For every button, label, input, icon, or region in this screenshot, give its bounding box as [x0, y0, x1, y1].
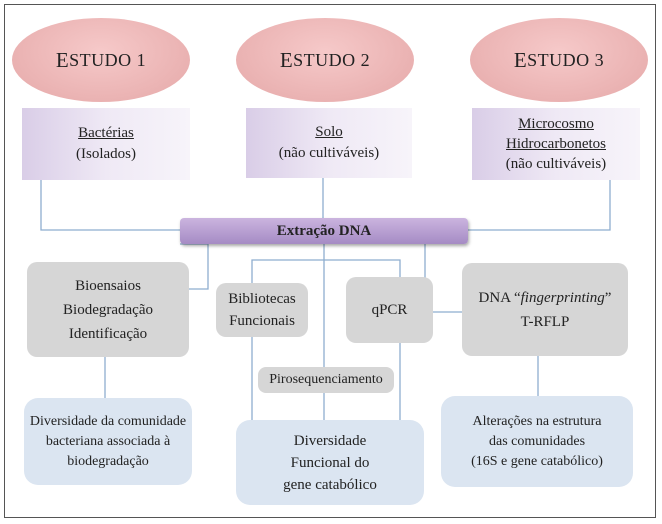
pirosequenciamento-label: Pirosequenciamento: [269, 372, 383, 387]
fingerprinting-label: [479, 286, 612, 310]
estudo-3-sample-detail: Hidrocarbonetos: [506, 136, 606, 152]
estudo-3-ellipse: [470, 18, 648, 102]
estudo-1-ellipse: [12, 18, 190, 102]
fingerprinting-close: ”: [604, 289, 612, 306]
estudo-3-title: STUDO 3: [527, 49, 605, 70]
alteracoes-line3: (16S e gene catabólico): [471, 453, 603, 469]
qpcr-box: [346, 277, 433, 343]
t-rflp-label: T-RFLP: [520, 313, 570, 330]
estudo-2-title-initial: E: [279, 47, 294, 72]
estudo-2-sample: Solo: [315, 124, 343, 140]
alteracoes-line2: das comunidades: [488, 433, 586, 449]
extracao-dna-bar: [180, 218, 468, 244]
fingerprinting-open: DNA “: [478, 289, 521, 306]
extracao-dna-label: Extração DNA: [276, 222, 372, 239]
bibliotecas-label: Bibliotecas: [228, 291, 296, 307]
bibliotecas-funcionais-box: [216, 283, 308, 337]
diversidade-funcional-line1: Diversidade: [293, 432, 367, 449]
fingerprinting-box: [462, 263, 628, 356]
estudo-2-title: STUDO 2: [293, 49, 371, 70]
bioensaios-label: Bioensaios: [75, 277, 141, 294]
estudo-2-ellipse: [236, 18, 414, 102]
estudo-1-title-initial: E: [55, 47, 70, 72]
estudo-3-box: [472, 108, 640, 180]
bioensaios-box: [27, 262, 189, 357]
diversidade-bacteriana-line2: bacteriana associada à: [45, 433, 171, 449]
estudo-1-box: [22, 108, 190, 180]
alteracoes-line1: Alterações na estrutura: [472, 413, 602, 429]
estudo-1-title: STUDO 1: [69, 49, 147, 70]
pirosequenciamento-box: [258, 367, 394, 393]
diversidade-funcional-line3: gene catabólico: [283, 476, 377, 493]
estudo-3-sample-type: (não cultiváveis): [505, 156, 607, 172]
qpcr-label: qPCR: [371, 302, 408, 318]
estudo-1-sample: Bactérias: [78, 125, 134, 141]
connector-estudo3: [468, 180, 610, 230]
biodegradacao-label: Biodegradação: [63, 301, 153, 318]
estudo-2-box: [246, 108, 412, 178]
estudo-1-sample-type: (Isolados): [76, 146, 136, 162]
diversidade-bacteriana-box: [24, 398, 192, 485]
estudo-2-sample-type: (não cultiváveis): [278, 145, 380, 161]
fingerprinting-italic: fingerprinting: [520, 289, 605, 306]
identificacao-label: Identificação: [68, 325, 148, 342]
estudo-3-sample: Microcosmo: [518, 116, 594, 132]
connector-qpcr: [324, 260, 400, 277]
connector-bibliotecas: [252, 244, 324, 283]
funcionais-label: Funcionais: [229, 313, 295, 329]
diversidade-bacteriana-line3: biodegradação: [67, 453, 149, 469]
diversidade-funcional-box: [236, 420, 424, 505]
connector-estudo1: [41, 180, 180, 230]
alteracoes-box: [441, 396, 633, 487]
diversidade-funcional-line2: Funcional do: [290, 454, 370, 471]
diversidade-bacteriana-line1: Diversidade da comunidade: [29, 413, 187, 429]
estudo-3-title-initial: E: [513, 47, 528, 72]
